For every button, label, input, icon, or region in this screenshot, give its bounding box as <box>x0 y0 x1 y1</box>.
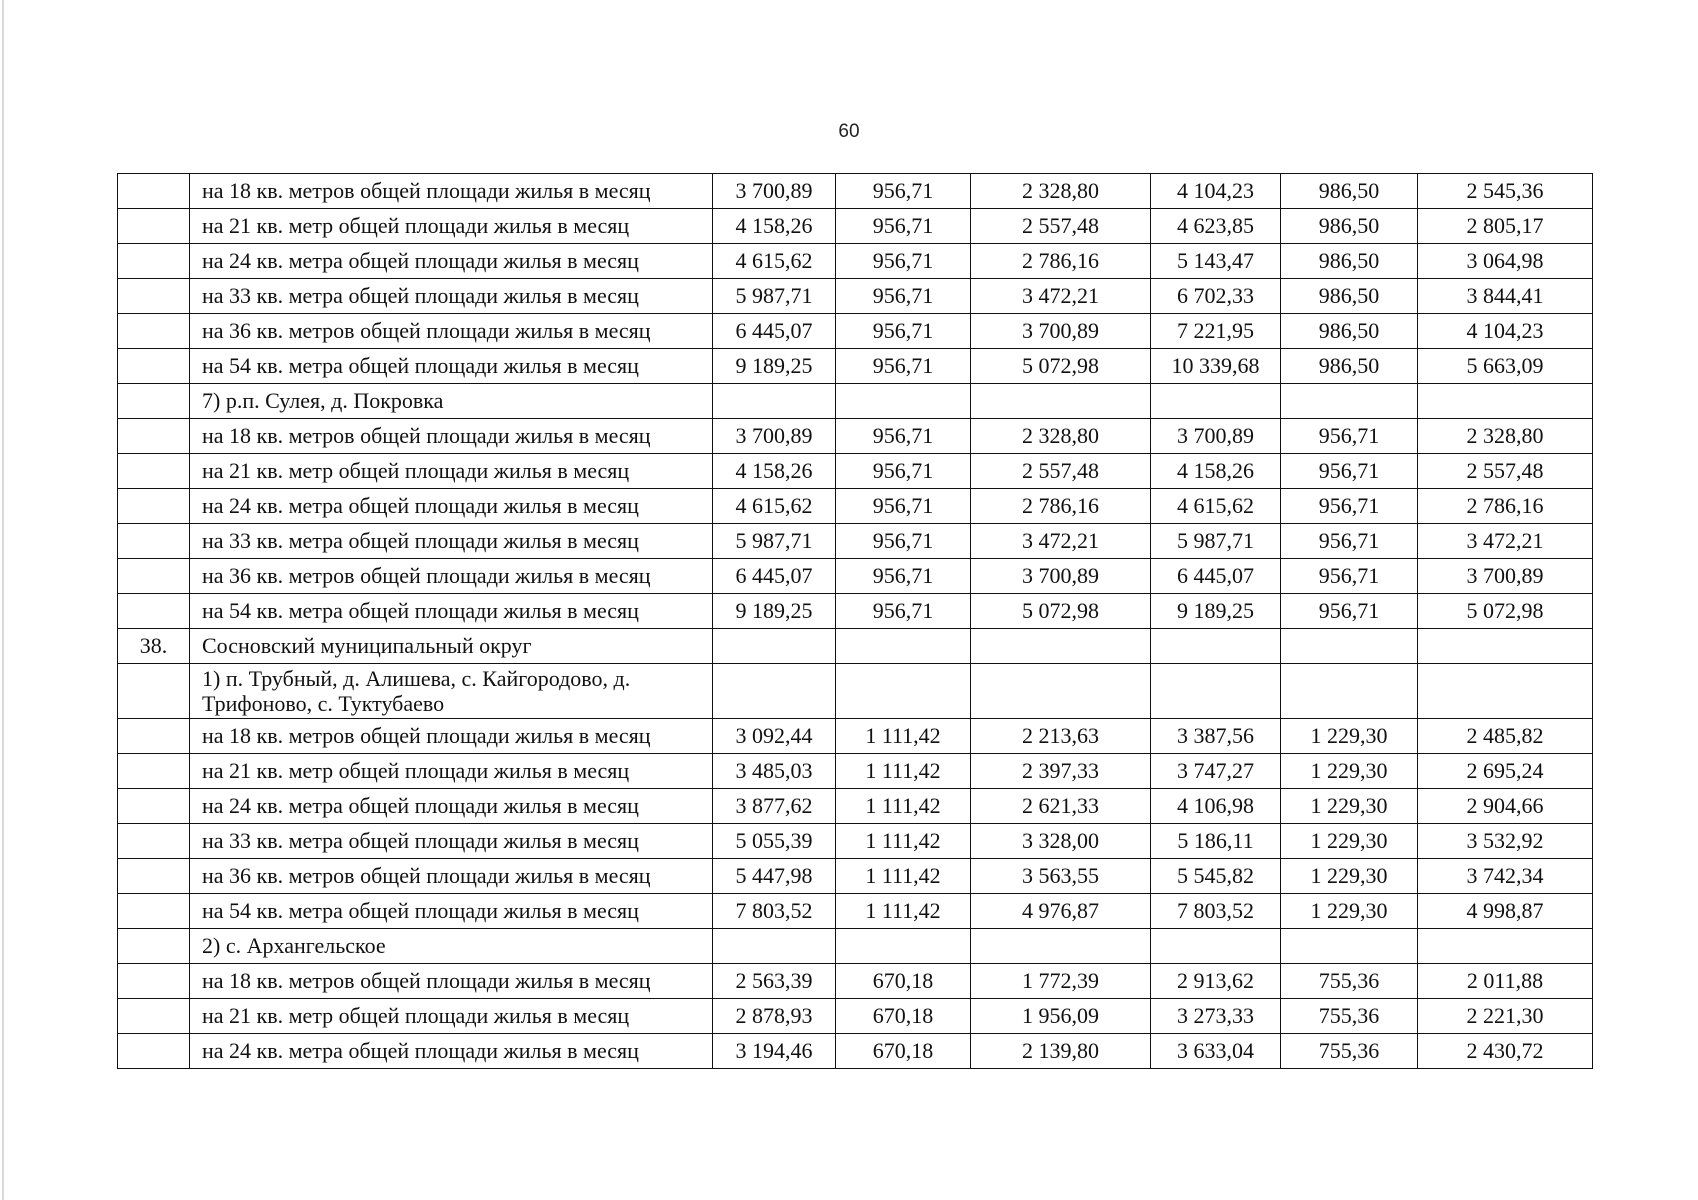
value-cell: 670,18 <box>836 964 971 999</box>
scan-edge <box>2 0 4 1200</box>
row-number-cell <box>118 824 190 859</box>
row-label-cell: на 54 кв. метра общей площади жилья в месяц <box>190 594 713 629</box>
value-cell: 3 273,33 <box>1151 999 1281 1034</box>
value-cell: 2 695,24 <box>1418 754 1593 789</box>
value-cell: 3 563,55 <box>971 859 1151 894</box>
value-cell: 1 956,09 <box>971 999 1151 1034</box>
value-cell: 5 186,11 <box>1151 824 1281 859</box>
row-label-cell: на 21 кв. метр общей площади жилья в месяц <box>190 454 713 489</box>
value-cell <box>836 629 971 664</box>
value-cell: 755,36 <box>1281 999 1418 1034</box>
value-cell: 3 844,41 <box>1418 279 1593 314</box>
table-row <box>118 454 1593 489</box>
value-cell: 986,50 <box>1281 174 1418 209</box>
value-cell: 956,71 <box>1281 594 1418 629</box>
table-row <box>118 789 1593 824</box>
value-cell: 5 072,98 <box>971 594 1151 629</box>
value-cell <box>1281 384 1418 419</box>
row-label-cell: 1) п. Трубный, д. Алишева, с. Кайгородово, д. Трифоново, с. Туктубаево <box>190 664 713 719</box>
value-cell: 956,71 <box>836 209 971 244</box>
value-cell: 7 221,95 <box>1151 314 1281 349</box>
value-cell: 670,18 <box>836 1034 971 1069</box>
row-number-cell <box>118 524 190 559</box>
row-label-cell: на 36 кв. метров общей площади жилья в месяц <box>190 314 713 349</box>
row-label-cell: на 21 кв. метр общей площади жилья в месяц <box>190 754 713 789</box>
value-cell: 9 189,25 <box>713 594 836 629</box>
row-number-cell <box>118 894 190 929</box>
value-cell: 956,71 <box>836 524 971 559</box>
row-number-cell <box>118 754 190 789</box>
value-cell <box>1281 664 1418 719</box>
row-label-cell: на 18 кв. метров общей площади жилья в месяц <box>190 719 713 754</box>
value-cell: 3 194,46 <box>713 1034 836 1069</box>
value-cell: 3 700,89 <box>1151 419 1281 454</box>
value-cell: 755,36 <box>1281 964 1418 999</box>
value-cell: 3 700,89 <box>713 419 836 454</box>
value-cell <box>836 929 971 964</box>
value-cell: 5 663,09 <box>1418 349 1593 384</box>
value-cell: 3 328,00 <box>971 824 1151 859</box>
value-cell: 2 878,93 <box>713 999 836 1034</box>
value-cell: 4 615,62 <box>1151 489 1281 524</box>
value-cell: 2 430,72 <box>1418 1034 1593 1069</box>
row-number-cell <box>118 314 190 349</box>
value-cell: 5 545,82 <box>1151 859 1281 894</box>
row-label-cell: на 18 кв. метров общей площади жилья в месяц <box>190 964 713 999</box>
value-cell: 5 072,98 <box>971 349 1151 384</box>
row-label-cell: на 33 кв. метра общей площади жилья в месяц <box>190 824 713 859</box>
value-cell: 956,71 <box>836 174 971 209</box>
value-cell: 3 472,21 <box>1418 524 1593 559</box>
value-cell <box>1281 929 1418 964</box>
row-label-cell: на 36 кв. метров общей площади жилья в месяц <box>190 859 713 894</box>
value-cell <box>971 384 1151 419</box>
table-row <box>118 1034 1593 1069</box>
row-label-cell: на 24 кв. метра общей площади жилья в месяц <box>190 244 713 279</box>
row-label-cell: 7) р.п. Сулея, д. Покровка <box>190 384 713 419</box>
value-cell: 2 328,80 <box>971 174 1151 209</box>
value-cell: 5 055,39 <box>713 824 836 859</box>
value-cell <box>836 664 971 719</box>
value-cell: 3 700,89 <box>971 314 1151 349</box>
value-cell: 2 786,16 <box>1418 489 1593 524</box>
value-cell <box>1151 384 1281 419</box>
value-cell: 956,71 <box>836 419 971 454</box>
value-cell <box>713 384 836 419</box>
value-cell: 956,71 <box>1281 524 1418 559</box>
table-row <box>118 664 1593 719</box>
value-cell: 7 803,52 <box>713 894 836 929</box>
value-cell: 9 189,25 <box>713 349 836 384</box>
value-cell: 2 786,16 <box>971 244 1151 279</box>
value-cell: 3 472,21 <box>971 524 1151 559</box>
value-cell: 986,50 <box>1281 244 1418 279</box>
row-number-cell <box>118 929 190 964</box>
row-label-cell: на 18 кв. метров общей площади жилья в месяц <box>190 174 713 209</box>
value-cell: 3 700,89 <box>971 559 1151 594</box>
value-cell: 6 445,07 <box>713 559 836 594</box>
table-row <box>118 754 1593 789</box>
value-cell: 3 700,89 <box>713 174 836 209</box>
value-cell: 3 472,21 <box>971 279 1151 314</box>
value-cell: 5 987,71 <box>713 279 836 314</box>
value-cell: 956,71 <box>1281 559 1418 594</box>
value-cell: 2 621,33 <box>971 789 1151 824</box>
value-cell: 6 702,33 <box>1151 279 1281 314</box>
value-cell: 956,71 <box>836 279 971 314</box>
value-cell: 1 229,30 <box>1281 824 1418 859</box>
row-number-cell <box>118 719 190 754</box>
value-cell: 1 229,30 <box>1281 894 1418 929</box>
table-row <box>118 524 1593 559</box>
table-row <box>118 559 1593 594</box>
value-cell <box>1418 664 1593 719</box>
value-cell: 1 229,30 <box>1281 754 1418 789</box>
value-cell: 3 633,04 <box>1151 1034 1281 1069</box>
value-cell: 1 772,39 <box>971 964 1151 999</box>
value-cell: 1 111,42 <box>836 754 971 789</box>
row-label-cell: на 54 кв. метра общей площади жилья в месяц <box>190 349 713 384</box>
value-cell: 956,71 <box>836 454 971 489</box>
table-row <box>118 314 1593 349</box>
value-cell: 4 615,62 <box>713 489 836 524</box>
row-label-cell: 2) с. Архангельское <box>190 929 713 964</box>
tariff-table <box>117 173 1593 1069</box>
table-row <box>118 629 1593 664</box>
row-number-cell <box>118 964 190 999</box>
row-label-cell: Сосновский муниципальный округ <box>190 629 713 664</box>
value-cell <box>1151 929 1281 964</box>
value-cell: 3 532,92 <box>1418 824 1593 859</box>
value-cell: 5 987,71 <box>713 524 836 559</box>
value-cell <box>1418 629 1593 664</box>
value-cell: 1 229,30 <box>1281 719 1418 754</box>
row-number-cell <box>118 209 190 244</box>
value-cell: 1 111,42 <box>836 789 971 824</box>
table-row <box>118 244 1593 279</box>
value-cell: 956,71 <box>836 594 971 629</box>
row-number-cell <box>118 489 190 524</box>
value-cell <box>1418 384 1593 419</box>
value-cell: 5 987,71 <box>1151 524 1281 559</box>
value-cell: 1 111,42 <box>836 859 971 894</box>
value-cell: 956,71 <box>836 314 971 349</box>
row-number-cell <box>118 349 190 384</box>
value-cell: 2 213,63 <box>971 719 1151 754</box>
value-cell: 1 111,42 <box>836 894 971 929</box>
row-label-cell: на 24 кв. метра общей площади жилья в месяц <box>190 489 713 524</box>
value-cell: 1 111,42 <box>836 719 971 754</box>
value-cell: 2 397,33 <box>971 754 1151 789</box>
row-label-cell: на 21 кв. метр общей площади жилья в месяц <box>190 209 713 244</box>
table-row <box>118 384 1593 419</box>
row-label-cell: на 36 кв. метров общей площади жилья в месяц <box>190 559 713 594</box>
value-cell: 3 700,89 <box>1418 559 1593 594</box>
table-row <box>118 594 1593 629</box>
row-number-cell <box>118 559 190 594</box>
row-label-cell: на 24 кв. метра общей площади жилья в месяц <box>190 789 713 824</box>
value-cell <box>836 384 971 419</box>
value-cell: 2 904,66 <box>1418 789 1593 824</box>
value-cell: 4 104,23 <box>1151 174 1281 209</box>
row-label-cell: на 33 кв. метра общей площади жилья в месяц <box>190 524 713 559</box>
value-cell: 7 803,52 <box>1151 894 1281 929</box>
row-number-cell <box>118 664 190 719</box>
table-row <box>118 964 1593 999</box>
value-cell <box>971 664 1151 719</box>
value-cell: 670,18 <box>836 999 971 1034</box>
row-number-cell <box>118 384 190 419</box>
row-label-cell: на 54 кв. метра общей площади жилья в месяц <box>190 894 713 929</box>
value-cell: 3 387,56 <box>1151 719 1281 754</box>
row-label-cell: на 21 кв. метр общей площади жилья в месяц <box>190 999 713 1034</box>
value-cell: 2 563,39 <box>713 964 836 999</box>
table-row <box>118 349 1593 384</box>
value-cell: 956,71 <box>836 559 971 594</box>
value-cell: 10 339,68 <box>1151 349 1281 384</box>
value-cell: 2 011,88 <box>1418 964 1593 999</box>
value-cell: 755,36 <box>1281 1034 1418 1069</box>
value-cell: 4 623,85 <box>1151 209 1281 244</box>
table-body <box>118 174 1593 1069</box>
value-cell: 5 447,98 <box>713 859 836 894</box>
row-number-cell <box>118 454 190 489</box>
row-number-cell <box>118 279 190 314</box>
value-cell <box>1151 629 1281 664</box>
value-cell: 956,71 <box>836 244 971 279</box>
row-number-cell <box>118 244 190 279</box>
value-cell: 4 106,98 <box>1151 789 1281 824</box>
value-cell: 1 111,42 <box>836 824 971 859</box>
value-cell: 4 158,26 <box>1151 454 1281 489</box>
table-row <box>118 824 1593 859</box>
value-cell: 3 747,27 <box>1151 754 1281 789</box>
page-number: 60 <box>838 121 860 142</box>
value-cell <box>1281 629 1418 664</box>
row-label-cell: на 33 кв. метра общей площади жилья в месяц <box>190 279 713 314</box>
row-number-cell <box>118 1034 190 1069</box>
value-cell: 2 328,80 <box>971 419 1151 454</box>
value-cell <box>1151 664 1281 719</box>
value-cell: 4 158,26 <box>713 454 836 489</box>
value-cell: 2 557,48 <box>1418 454 1593 489</box>
table-row <box>118 894 1593 929</box>
value-cell: 3 877,62 <box>713 789 836 824</box>
table-row <box>118 999 1593 1034</box>
value-cell: 986,50 <box>1281 349 1418 384</box>
value-cell: 4 615,62 <box>713 244 836 279</box>
value-cell: 2 221,30 <box>1418 999 1593 1034</box>
value-cell <box>713 664 836 719</box>
value-cell: 4 998,87 <box>1418 894 1593 929</box>
value-cell <box>1418 929 1593 964</box>
value-cell: 1 229,30 <box>1281 859 1418 894</box>
value-cell <box>713 629 836 664</box>
row-label-cell: на 18 кв. метров общей площади жилья в месяц <box>190 419 713 454</box>
table-row <box>118 929 1593 964</box>
value-cell: 5 072,98 <box>1418 594 1593 629</box>
value-cell: 1 229,30 <box>1281 789 1418 824</box>
value-cell: 956,71 <box>1281 419 1418 454</box>
value-cell: 6 445,07 <box>1151 559 1281 594</box>
value-cell: 2 139,80 <box>971 1034 1151 1069</box>
value-cell: 4 976,87 <box>971 894 1151 929</box>
value-cell <box>971 929 1151 964</box>
table-row <box>118 279 1593 314</box>
table-row <box>118 209 1593 244</box>
table-row <box>118 419 1593 454</box>
row-number-cell <box>118 789 190 824</box>
table-row <box>118 174 1593 209</box>
row-number-cell <box>118 174 190 209</box>
value-cell <box>971 629 1151 664</box>
row-number-cell: 38. <box>118 629 190 664</box>
value-cell: 956,71 <box>1281 454 1418 489</box>
row-number-cell <box>118 999 190 1034</box>
table-row <box>118 859 1593 894</box>
value-cell: 4 104,23 <box>1418 314 1593 349</box>
value-cell: 2 485,82 <box>1418 719 1593 754</box>
value-cell: 2 328,80 <box>1418 419 1593 454</box>
value-cell: 2 805,17 <box>1418 209 1593 244</box>
row-number-cell <box>118 419 190 454</box>
value-cell: 956,71 <box>836 489 971 524</box>
table-row <box>118 489 1593 524</box>
value-cell: 2 557,48 <box>971 454 1151 489</box>
value-cell: 956,71 <box>836 349 971 384</box>
row-number-cell <box>118 859 190 894</box>
value-cell: 986,50 <box>1281 279 1418 314</box>
value-cell: 4 158,26 <box>713 209 836 244</box>
value-cell: 2 557,48 <box>971 209 1151 244</box>
value-cell: 2 913,62 <box>1151 964 1281 999</box>
value-cell: 2 786,16 <box>971 489 1151 524</box>
row-label-cell: на 24 кв. метра общей площади жилья в месяц <box>190 1034 713 1069</box>
value-cell: 956,71 <box>1281 489 1418 524</box>
value-cell: 9 189,25 <box>1151 594 1281 629</box>
value-cell: 6 445,07 <box>713 314 836 349</box>
row-number-cell <box>118 594 190 629</box>
table-row <box>118 719 1593 754</box>
value-cell: 3 092,44 <box>713 719 836 754</box>
value-cell: 3 064,98 <box>1418 244 1593 279</box>
value-cell: 2 545,36 <box>1418 174 1593 209</box>
value-cell <box>713 929 836 964</box>
value-cell: 986,50 <box>1281 314 1418 349</box>
value-cell: 986,50 <box>1281 209 1418 244</box>
value-cell: 5 143,47 <box>1151 244 1281 279</box>
value-cell: 3 485,03 <box>713 754 836 789</box>
value-cell: 3 742,34 <box>1418 859 1593 894</box>
